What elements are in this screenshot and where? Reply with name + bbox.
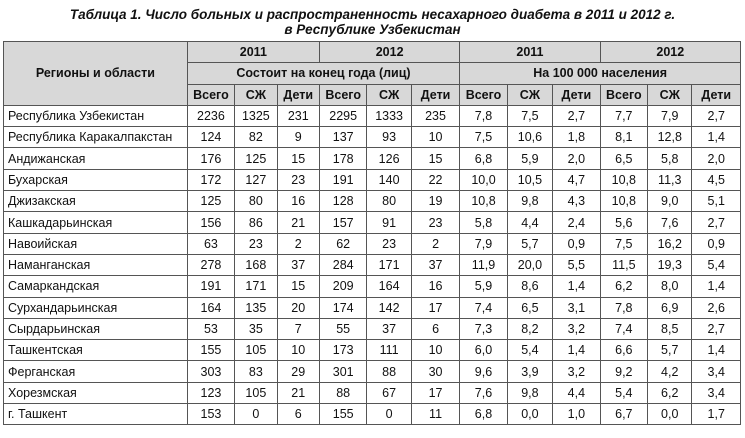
value-cell: 5,6 <box>600 212 647 233</box>
value-cell: 9,6 <box>460 361 507 382</box>
value-cell: 67 <box>367 382 411 403</box>
value-cell: 9 <box>277 127 319 148</box>
col-header-sj: СЖ <box>648 84 692 105</box>
region-name-cell: Самаркандская <box>4 276 188 297</box>
value-cell: 142 <box>367 297 411 318</box>
value-cell: 191 <box>187 276 234 297</box>
value-cell: 0 <box>235 404 277 425</box>
region-name-cell: Бухарская <box>4 169 188 190</box>
value-cell: 7,3 <box>460 318 507 339</box>
value-cell: 4,4 <box>507 212 552 233</box>
value-cell: 19 <box>411 191 459 212</box>
col-header-sj: СЖ <box>507 84 552 105</box>
value-cell: 5,4 <box>600 382 647 403</box>
value-cell: 88 <box>367 361 411 382</box>
value-cell: 9,2 <box>600 361 647 382</box>
group-header-rate: На 100 000 населения <box>460 63 741 84</box>
value-cell: 15 <box>411 148 459 169</box>
value-cell: 6,8 <box>460 148 507 169</box>
value-cell: 6,2 <box>648 382 692 403</box>
value-cell: 171 <box>367 254 411 275</box>
value-cell: 7,5 <box>600 233 647 254</box>
table-body <box>4 105 741 424</box>
value-cell: 10,5 <box>507 169 552 190</box>
value-cell: 140 <box>367 169 411 190</box>
value-cell: 1,4 <box>553 276 600 297</box>
value-cell: 2,7 <box>692 212 741 233</box>
value-cell: 5,7 <box>648 340 692 361</box>
value-cell: 2,0 <box>553 148 600 169</box>
value-cell: 126 <box>367 148 411 169</box>
value-cell: 15 <box>277 276 319 297</box>
value-cell: 6 <box>411 318 459 339</box>
value-cell: 10,0 <box>460 169 507 190</box>
value-cell: 62 <box>319 233 366 254</box>
value-cell: 80 <box>367 191 411 212</box>
value-cell: 16,2 <box>648 233 692 254</box>
table-caption <box>0 0 745 37</box>
value-cell: 1,8 <box>553 127 600 148</box>
table-row <box>4 361 741 382</box>
value-cell: 8,2 <box>507 318 552 339</box>
value-cell: 156 <box>187 212 234 233</box>
table-row <box>4 212 741 233</box>
value-cell: 2,7 <box>553 105 600 126</box>
value-cell: 20,0 <box>507 254 552 275</box>
value-cell: 2236 <box>187 105 234 126</box>
value-cell: 7,5 <box>460 127 507 148</box>
value-cell: 86 <box>235 212 277 233</box>
value-cell: 7,6 <box>460 382 507 403</box>
value-cell: 1,4 <box>692 127 741 148</box>
year-header-2012-count: 2012 <box>319 42 459 63</box>
value-cell: 55 <box>319 318 366 339</box>
value-cell: 125 <box>235 148 277 169</box>
value-cell: 174 <box>319 297 366 318</box>
value-cell: 10,8 <box>600 191 647 212</box>
year-header-2012-rate: 2012 <box>600 42 740 63</box>
value-cell: 88 <box>319 382 366 403</box>
value-cell: 53 <box>187 318 234 339</box>
table-row <box>4 148 741 169</box>
region-name-cell: Хорезмская <box>4 382 188 403</box>
value-cell: 5,7 <box>507 233 552 254</box>
value-cell: 19,3 <box>648 254 692 275</box>
col-header-children: Дети <box>692 84 741 105</box>
value-cell: 172 <box>187 169 234 190</box>
value-cell: 11,5 <box>600 254 647 275</box>
value-cell: 7,9 <box>648 105 692 126</box>
region-name-cell: Сурхандарьинская <box>4 297 188 318</box>
table-row <box>4 191 741 212</box>
value-cell: 11 <box>411 404 459 425</box>
value-cell: 7 <box>277 318 319 339</box>
value-cell: 9,0 <box>648 191 692 212</box>
table-row <box>4 404 741 425</box>
region-name-cell: Ферганская <box>4 361 188 382</box>
value-cell: 0,9 <box>553 233 600 254</box>
value-cell: 7,9 <box>460 233 507 254</box>
value-cell: 83 <box>235 361 277 382</box>
value-cell: 105 <box>235 382 277 403</box>
value-cell: 10 <box>411 340 459 361</box>
value-cell: 153 <box>187 404 234 425</box>
table-row <box>4 340 741 361</box>
table-row <box>4 276 741 297</box>
value-cell: 4,3 <box>553 191 600 212</box>
value-cell: 301 <box>319 361 366 382</box>
value-cell: 1333 <box>367 105 411 126</box>
table-row <box>4 105 741 126</box>
value-cell: 4,2 <box>648 361 692 382</box>
value-cell: 21 <box>277 382 319 403</box>
value-cell: 6,0 <box>460 340 507 361</box>
region-name-cell: Республика Узбекистан <box>4 105 188 126</box>
value-cell: 10 <box>277 340 319 361</box>
region-column-header: Регионы и области <box>4 42 188 106</box>
region-name-cell: Ташкентская <box>4 340 188 361</box>
value-cell: 137 <box>319 127 366 148</box>
table-row <box>4 297 741 318</box>
table-header <box>4 42 741 106</box>
value-cell: 11,3 <box>648 169 692 190</box>
col-header-total: Всего <box>460 84 507 105</box>
value-cell: 29 <box>277 361 319 382</box>
value-cell: 2,7 <box>692 105 741 126</box>
value-cell: 23 <box>277 169 319 190</box>
value-cell: 2,0 <box>692 148 741 169</box>
region-name-cell: Республика Каракалпакстан <box>4 127 188 148</box>
value-cell: 4,5 <box>692 169 741 190</box>
value-cell: 2 <box>411 233 459 254</box>
value-cell: 3,4 <box>692 361 741 382</box>
col-header-sj: СЖ <box>367 84 411 105</box>
value-cell: 2,7 <box>692 318 741 339</box>
value-cell: 16 <box>277 191 319 212</box>
value-cell: 4,4 <box>553 382 600 403</box>
value-cell: 5,9 <box>507 148 552 169</box>
value-cell: 5,1 <box>692 191 741 212</box>
value-cell: 91 <box>367 212 411 233</box>
value-cell: 6,5 <box>507 297 552 318</box>
value-cell: 20 <box>277 297 319 318</box>
value-cell: 123 <box>187 382 234 403</box>
value-cell: 80 <box>235 191 277 212</box>
value-cell: 0,0 <box>648 404 692 425</box>
value-cell: 17 <box>411 382 459 403</box>
col-header-children: Дети <box>411 84 459 105</box>
value-cell: 2295 <box>319 105 366 126</box>
caption-line-2: в Республике Узбекистан <box>284 22 461 37</box>
value-cell: 1,7 <box>692 404 741 425</box>
value-cell: 7,5 <box>507 105 552 126</box>
region-name-cell: Кашкадарьинская <box>4 212 188 233</box>
value-cell: 173 <box>319 340 366 361</box>
value-cell: 164 <box>367 276 411 297</box>
caption-line-1: Таблица 1. Число больных и распространенность несахарного диабета в 2011 и 2012 г. <box>69 7 676 22</box>
value-cell: 176 <box>187 148 234 169</box>
year-header-2011-rate: 2011 <box>460 42 600 63</box>
value-cell: 63 <box>187 233 234 254</box>
value-cell: 164 <box>187 297 234 318</box>
group-header-count: Состоит на конец года (лиц) <box>187 63 460 84</box>
value-cell: 17 <box>411 297 459 318</box>
value-cell: 7,7 <box>600 105 647 126</box>
value-cell: 8,6 <box>507 276 552 297</box>
value-cell: 1,4 <box>553 340 600 361</box>
value-cell: 11,9 <box>460 254 507 275</box>
value-cell: 6,5 <box>600 148 647 169</box>
value-cell: 284 <box>319 254 366 275</box>
value-cell: 191 <box>319 169 366 190</box>
value-cell: 93 <box>367 127 411 148</box>
value-cell: 7,6 <box>648 212 692 233</box>
value-cell: 37 <box>277 254 319 275</box>
value-cell: 8,1 <box>600 127 647 148</box>
value-cell: 157 <box>319 212 366 233</box>
value-cell: 2,6 <box>692 297 741 318</box>
table-row <box>4 382 741 403</box>
value-cell: 3,1 <box>553 297 600 318</box>
region-name-cell: Андижанская <box>4 148 188 169</box>
value-cell: 10,8 <box>600 169 647 190</box>
value-cell: 135 <box>235 297 277 318</box>
value-cell: 5,4 <box>692 254 741 275</box>
value-cell: 5,9 <box>460 276 507 297</box>
col-header-children: Дети <box>277 84 319 105</box>
value-cell: 303 <box>187 361 234 382</box>
value-cell: 168 <box>235 254 277 275</box>
value-cell: 127 <box>235 169 277 190</box>
value-cell: 82 <box>235 127 277 148</box>
value-cell: 16 <box>411 276 459 297</box>
value-cell: 178 <box>319 148 366 169</box>
col-header-total: Всего <box>600 84 647 105</box>
value-cell: 23 <box>411 212 459 233</box>
value-cell: 6,9 <box>648 297 692 318</box>
value-cell: 30 <box>411 361 459 382</box>
value-cell: 22 <box>411 169 459 190</box>
value-cell: 1,0 <box>553 404 600 425</box>
value-cell: 125 <box>187 191 234 212</box>
value-cell: 2 <box>277 233 319 254</box>
value-cell: 155 <box>187 340 234 361</box>
value-cell: 1,4 <box>692 276 741 297</box>
value-cell: 7,8 <box>600 297 647 318</box>
value-cell: 105 <box>235 340 277 361</box>
value-cell: 15 <box>277 148 319 169</box>
value-cell: 2,4 <box>553 212 600 233</box>
value-cell: 6,7 <box>600 404 647 425</box>
table-row <box>4 318 741 339</box>
value-cell: 8,5 <box>648 318 692 339</box>
table-row <box>4 127 741 148</box>
value-cell: 0,0 <box>507 404 552 425</box>
value-cell: 10,8 <box>460 191 507 212</box>
value-cell: 23 <box>367 233 411 254</box>
value-cell: 171 <box>235 276 277 297</box>
value-cell: 37 <box>411 254 459 275</box>
value-cell: 3,2 <box>553 361 600 382</box>
value-cell: 3,2 <box>553 318 600 339</box>
value-cell: 6,2 <box>600 276 647 297</box>
table-row <box>4 169 741 190</box>
region-name-cell: Навоийская <box>4 233 188 254</box>
value-cell: 5,8 <box>460 212 507 233</box>
value-cell: 5,5 <box>553 254 600 275</box>
value-cell: 128 <box>319 191 366 212</box>
table-row <box>4 254 741 275</box>
value-cell: 278 <box>187 254 234 275</box>
value-cell: 5,4 <box>507 340 552 361</box>
region-name-cell: Сырдарьинская <box>4 318 188 339</box>
value-cell: 6,8 <box>460 404 507 425</box>
value-cell: 7,4 <box>460 297 507 318</box>
value-cell: 4,7 <box>553 169 600 190</box>
value-cell: 124 <box>187 127 234 148</box>
value-cell: 7,4 <box>600 318 647 339</box>
value-cell: 6,6 <box>600 340 647 361</box>
value-cell: 3,9 <box>507 361 552 382</box>
col-header-total: Всего <box>319 84 366 105</box>
region-name-cell: Джизакская <box>4 191 188 212</box>
value-cell: 7,8 <box>460 105 507 126</box>
value-cell: 235 <box>411 105 459 126</box>
region-name-cell: г. Ташкент <box>4 404 188 425</box>
value-cell: 0,9 <box>692 233 741 254</box>
value-cell: 1,4 <box>692 340 741 361</box>
value-cell: 35 <box>235 318 277 339</box>
value-cell: 37 <box>367 318 411 339</box>
value-cell: 3,4 <box>692 382 741 403</box>
value-cell: 12,8 <box>648 127 692 148</box>
value-cell: 0 <box>367 404 411 425</box>
value-cell: 155 <box>319 404 366 425</box>
value-cell: 9,8 <box>507 191 552 212</box>
col-header-sj: СЖ <box>235 84 277 105</box>
value-cell: 21 <box>277 212 319 233</box>
region-name-cell: Наманганская <box>4 254 188 275</box>
value-cell: 231 <box>277 105 319 126</box>
table-row <box>4 233 741 254</box>
value-cell: 10 <box>411 127 459 148</box>
value-cell: 5,8 <box>648 148 692 169</box>
value-cell: 1325 <box>235 105 277 126</box>
value-cell: 10,6 <box>507 127 552 148</box>
year-header-2011-count: 2011 <box>187 42 319 63</box>
value-cell: 8,0 <box>648 276 692 297</box>
value-cell: 6 <box>277 404 319 425</box>
value-cell: 111 <box>367 340 411 361</box>
diabetes-table <box>3 41 741 425</box>
col-header-children: Дети <box>553 84 600 105</box>
value-cell: 209 <box>319 276 366 297</box>
value-cell: 23 <box>235 233 277 254</box>
value-cell: 9,8 <box>507 382 552 403</box>
col-header-total: Всего <box>187 84 234 105</box>
